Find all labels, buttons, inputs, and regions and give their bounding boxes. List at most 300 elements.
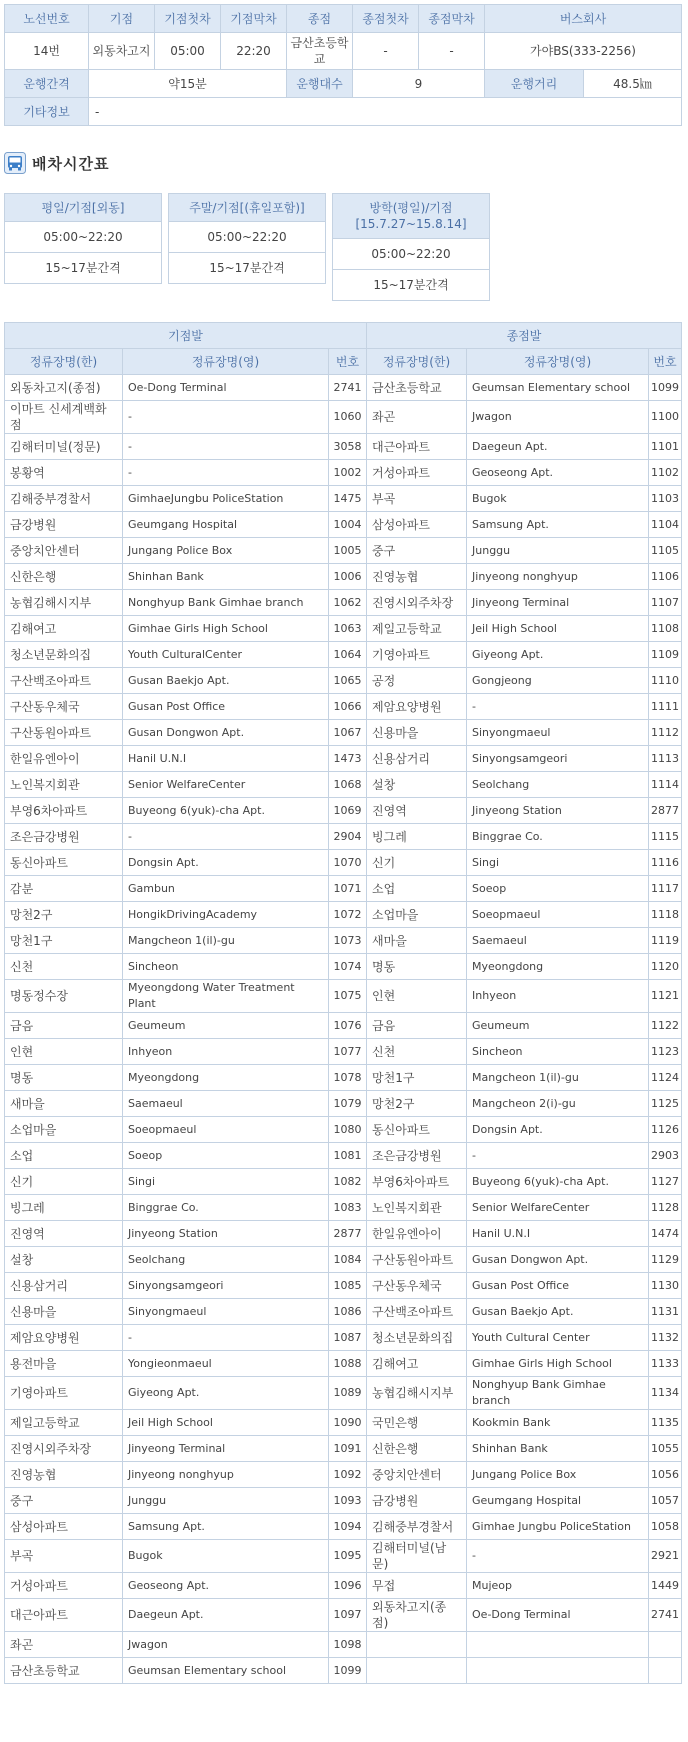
stop-number: 1057 (649, 1488, 682, 1514)
stop-name-english: Soeopmaeul (467, 902, 649, 928)
stop-number: 1104 (649, 512, 682, 538)
etc-label: 기타정보 (5, 98, 89, 126)
stop-name-english: - (123, 401, 329, 434)
stop-number: 1066 (329, 694, 367, 720)
stop-name-english: Bugok (467, 486, 649, 512)
stop-name-korean: 망천2구 (5, 902, 123, 928)
stop-number: 1097 (329, 1599, 367, 1632)
stop-name-korean: 외동차고지(종점) (5, 375, 123, 401)
stop-name-korean: 설창 (367, 772, 467, 798)
stop-row (5, 694, 682, 720)
stop-name-korean: 신용삼거리 (5, 1273, 123, 1299)
stop-number: 1116 (649, 850, 682, 876)
stop-number: 1099 (649, 375, 682, 401)
stop-name-korean: 소업 (367, 876, 467, 902)
stop-name-english: Senior WelfareCenter (123, 772, 329, 798)
route-number: 14번 (5, 33, 89, 70)
stop-name-korean: 김해터미널(남문) (367, 1540, 467, 1573)
stop-name-korean: 대근아파트 (367, 434, 467, 460)
stop-name-english: Nonghyup Bank Gimhae branch (467, 1377, 649, 1410)
distance-cell (485, 70, 682, 98)
stop-name-korean: 이마트 신세계백화점 (5, 401, 123, 434)
stop-name-english: Sinyongmaeul (467, 720, 649, 746)
stop-name-english: Senior WelfareCenter (467, 1195, 649, 1221)
stop-row (5, 1488, 682, 1514)
stop-number: 2877 (649, 798, 682, 824)
stops-table (4, 322, 682, 1684)
stop-name-korean: 감분 (5, 876, 123, 902)
stop-name-korean: 노인복지회관 (5, 772, 123, 798)
stop-name-english: Giyeong Apt. (467, 642, 649, 668)
info-header-cell: 종점막차 (419, 5, 485, 33)
stop-number: 1109 (649, 642, 682, 668)
stop-name-korean: 중구 (367, 538, 467, 564)
stop-name-korean: 금산초등학교 (5, 1658, 123, 1684)
stop-name-korean: 명동정수장 (5, 980, 123, 1013)
stop-name-korean: 구산동우체국 (367, 1273, 467, 1299)
stop-number: 1110 (649, 668, 682, 694)
stop-name-english: Jungang Police Box (467, 1462, 649, 1488)
stop-name-english: Jinyeong nonghyup (123, 1462, 329, 1488)
stop-name-english: Inhyeon (123, 1039, 329, 1065)
stop-name-english: Jeil High School (467, 616, 649, 642)
stop-row (5, 1540, 682, 1573)
stop-row (5, 1065, 682, 1091)
stop-number (649, 1632, 682, 1658)
stop-name-korean: 진영역 (5, 1221, 123, 1247)
stop-name-english: Gambun (123, 876, 329, 902)
stop-number: 1101 (649, 434, 682, 460)
stop-name-korean: 중구 (5, 1488, 123, 1514)
info-operation-row (5, 70, 682, 98)
stop-number: 1072 (329, 902, 367, 928)
stop-name-korean: 국민은행 (367, 1410, 467, 1436)
schedule-title: 배차시간표 (32, 154, 110, 173)
count-value: 9 (353, 70, 485, 98)
stop-name-english: Myeongdong (467, 954, 649, 980)
stop-number: 1060 (329, 401, 367, 434)
stop-name-english: - (123, 824, 329, 850)
stop-row (5, 590, 682, 616)
stop-name-english: GimhaeJungbu PoliceStation (123, 486, 329, 512)
stop-number: 1062 (329, 590, 367, 616)
origin-departure-header: 기점발 (5, 323, 367, 349)
stop-number: 1108 (649, 616, 682, 642)
stop-number: 1076 (329, 1013, 367, 1039)
stop-number: 1080 (329, 1117, 367, 1143)
stop-row (5, 642, 682, 668)
stop-name-english: Soeop (123, 1143, 329, 1169)
stop-name-korean: 삼성아파트 (367, 512, 467, 538)
stop-number: 1079 (329, 1091, 367, 1117)
stop-number: 1135 (649, 1410, 682, 1436)
stop-number: 1449 (649, 1573, 682, 1599)
stops-direction-row (5, 323, 682, 349)
stop-name-english: Sinyongsamgeori (467, 746, 649, 772)
stop-name-korean: 봉황역 (5, 460, 123, 486)
stop-name-korean: 진영농협 (367, 564, 467, 590)
stop-number: 1133 (649, 1351, 682, 1377)
stop-name-korean: 구산동원아파트 (367, 1247, 467, 1273)
stop-number: 1074 (329, 954, 367, 980)
stop-name-english: Bugok (123, 1540, 329, 1573)
stop-name-english: Dongsin Apt. (467, 1117, 649, 1143)
stop-row (5, 876, 682, 902)
stop-name-english: Youth Cultural Center (467, 1325, 649, 1351)
stop-name-english: Geumsan Elementary school (123, 1658, 329, 1684)
stop-name-english: Gusan Dongwon Apt. (467, 1247, 649, 1273)
stop-row (5, 1658, 682, 1684)
stop-name-english: Soeop (467, 876, 649, 902)
stop-name-english: - (123, 434, 329, 460)
stop-name-korean: 망천1구 (367, 1065, 467, 1091)
stop-name-korean: 제일고등학교 (367, 616, 467, 642)
stop-name-korean: 조은금강병원 (5, 824, 123, 850)
stop-number: 1070 (329, 850, 367, 876)
stop-name-english: Saemaeul (467, 928, 649, 954)
stop-name-korean (367, 1632, 467, 1658)
stop-name-english: Gimhae Girls High School (467, 1351, 649, 1377)
stop-row (5, 538, 682, 564)
schedule-box-title: 방학(평일)/기점 [15.7.27~15.8.14] (333, 194, 490, 239)
stop-name-english: Jinyeong Station (123, 1221, 329, 1247)
stop-number: 1077 (329, 1039, 367, 1065)
stop-number: 1112 (649, 720, 682, 746)
stop-number: 1129 (649, 1247, 682, 1273)
terminal-stop: 금산초등학교 (287, 33, 353, 70)
stop-number: 2741 (649, 1599, 682, 1632)
stop-name-english: Sinyongsamgeori (123, 1273, 329, 1299)
stop-name-korean: 대근아파트 (5, 1599, 123, 1632)
stop-number: 1067 (329, 720, 367, 746)
stop-name-english: Giyeong Apt. (123, 1377, 329, 1410)
stop-name-korean: 명동 (5, 1065, 123, 1091)
interval-value: 약15분 (89, 70, 287, 98)
stop-row (5, 850, 682, 876)
stop-name-english: Junggu (123, 1488, 329, 1514)
stop-name-english: Geoseong Apt. (123, 1573, 329, 1599)
info-etc-row (5, 98, 682, 126)
stop-name-korean: 거성아파트 (367, 460, 467, 486)
stop-name-korean: 좌곤 (5, 1632, 123, 1658)
stop-name-english: Saemaeul (123, 1091, 329, 1117)
stop-name-korean: 인현 (367, 980, 467, 1013)
stop-name-english: Singi (123, 1169, 329, 1195)
stop-name-english: Dongsin Apt. (123, 850, 329, 876)
stop-number: 1122 (649, 1013, 682, 1039)
stop-name-english: Shinhan Bank (123, 564, 329, 590)
schedule-box-vacation (332, 193, 490, 301)
stop-row (5, 1573, 682, 1599)
stop-name-korean: 청소년문화의집 (5, 642, 123, 668)
stop-name-english: Gimhae Girls High School (123, 616, 329, 642)
stop-name-korean: 부곡 (5, 1540, 123, 1573)
stop-row (5, 512, 682, 538)
stop-number: 1075 (329, 980, 367, 1013)
stop-name-korean: 구산백조아파트 (367, 1299, 467, 1325)
stop-name-korean: 신용삼거리 (367, 746, 467, 772)
stop-name-english: Geumsan Elementary school (467, 375, 649, 401)
stop-name-english: HongikDrivingAcademy (123, 902, 329, 928)
stop-name-korean: 한일유엔아이 (367, 1221, 467, 1247)
stop-number: 1063 (329, 616, 367, 642)
stop-number: 2741 (329, 375, 367, 401)
stop-number: 1098 (329, 1632, 367, 1658)
stop-name-korean: 조은금강병원 (367, 1143, 467, 1169)
stop-name-english: Mangcheon 1(il)-gu (467, 1065, 649, 1091)
column-header-english: 정류장명(영) (467, 349, 649, 375)
stop-name-korean: 거성아파트 (5, 1573, 123, 1599)
stop-name-korean: 신용마을 (5, 1299, 123, 1325)
stop-number: 1092 (329, 1462, 367, 1488)
stop-name-korean: 중앙치안센터 (5, 538, 123, 564)
stop-name-english (467, 1632, 649, 1658)
stop-number: 1474 (649, 1221, 682, 1247)
stop-name-english: Buyeong 6(yuk)-cha Apt. (123, 798, 329, 824)
stops-column-row (5, 349, 682, 375)
terminal-departure-header: 종점발 (367, 323, 682, 349)
stop-number: 1071 (329, 876, 367, 902)
stop-name-english: - (123, 460, 329, 486)
stop-number: 1081 (329, 1143, 367, 1169)
stop-name-korean: 신한은행 (367, 1436, 467, 1462)
stop-name-english: Jeil High School (123, 1410, 329, 1436)
stop-row (5, 1599, 682, 1632)
stop-name-english: Inhyeon (467, 980, 649, 1013)
stop-name-korean: 농협김해시지부 (5, 590, 123, 616)
stop-number: 2877 (329, 1221, 367, 1247)
stop-row (5, 902, 682, 928)
stop-name-english: Gusan Post Office (123, 694, 329, 720)
stop-name-english: Gongjeong (467, 668, 649, 694)
stop-row (5, 980, 682, 1013)
stop-name-korean: 농협김해시지부 (367, 1377, 467, 1410)
stop-row (5, 1143, 682, 1169)
stop-row (5, 375, 682, 401)
stop-number: 1006 (329, 564, 367, 590)
stop-row (5, 720, 682, 746)
stop-number: 1084 (329, 1247, 367, 1273)
stop-number: 3058 (329, 434, 367, 460)
origin-stop: 외동차고지 (89, 33, 155, 70)
schedule-box-interval: 15~17분간격 (169, 253, 326, 284)
stop-row (5, 772, 682, 798)
stop-row (5, 1377, 682, 1410)
schedule-box-interval: 15~17분간격 (5, 253, 162, 284)
stop-row (5, 1013, 682, 1039)
stop-number: 1106 (649, 564, 682, 590)
stop-row (5, 1299, 682, 1325)
column-header-english: 정류장명(영) (123, 349, 329, 375)
stop-name-korean: 진영시외주차장 (5, 1436, 123, 1462)
schedule-box-weekday (4, 193, 162, 284)
stop-name-korean: 소업마을 (5, 1117, 123, 1143)
stop-row (5, 1351, 682, 1377)
stop-number (649, 1658, 682, 1684)
stop-row (5, 824, 682, 850)
stop-name-korean: 신천 (367, 1039, 467, 1065)
stop-row (5, 1117, 682, 1143)
info-header-cell: 종점 (287, 5, 353, 33)
stop-name-korean: 금음 (367, 1013, 467, 1039)
info-header-row (5, 5, 682, 33)
stop-row (5, 1325, 682, 1351)
stop-row (5, 401, 682, 434)
stop-number: 1126 (649, 1117, 682, 1143)
stop-name-korean: 소업 (5, 1143, 123, 1169)
bus-company: 가야BS(333-2256) (485, 33, 682, 70)
stop-name-english: Binggrae Co. (123, 1195, 329, 1221)
stop-name-korean: 신용마을 (367, 720, 467, 746)
stop-number: 1475 (329, 486, 367, 512)
stop-number: 1087 (329, 1325, 367, 1351)
stop-name-english: Sincheon (467, 1039, 649, 1065)
stop-name-english: Jwagon (123, 1632, 329, 1658)
info-header-cell: 기점 (89, 5, 155, 33)
stop-name-korean: 김해여고 (367, 1351, 467, 1377)
stop-name-korean: 기영아파트 (367, 642, 467, 668)
stop-number: 1131 (649, 1299, 682, 1325)
stop-name-english: Geumeum (467, 1013, 649, 1039)
stop-name-english: Geumgang Hospital (467, 1488, 649, 1514)
stop-name-english: Buyeong 6(yuk)-cha Apt. (467, 1169, 649, 1195)
stop-number: 1119 (649, 928, 682, 954)
stop-row (5, 798, 682, 824)
stop-name-english: Gusan Dongwon Apt. (123, 720, 329, 746)
stop-name-korean: 삼성아파트 (5, 1514, 123, 1540)
info-header-cell: 종점첫차 (353, 5, 419, 33)
stop-number: 1099 (329, 1658, 367, 1684)
stop-name-korean: 동신아파트 (5, 850, 123, 876)
stop-name-korean: 부영6차아파트 (367, 1169, 467, 1195)
stop-name-english: Shinhan Bank (467, 1436, 649, 1462)
stop-name-english: Daegeun Apt. (467, 434, 649, 460)
stop-number: 1058 (649, 1514, 682, 1540)
column-header-number: 번호 (649, 349, 682, 375)
stop-number: 2904 (329, 824, 367, 850)
stop-row (5, 668, 682, 694)
stop-name-english: Myeongdong (123, 1065, 329, 1091)
stop-name-english: Sinyongmaeul (123, 1299, 329, 1325)
stop-name-english: Jinyeong Station (467, 798, 649, 824)
info-value-row (5, 33, 682, 70)
stop-number: 1088 (329, 1351, 367, 1377)
stop-number: 1115 (649, 824, 682, 850)
stop-number: 1055 (649, 1436, 682, 1462)
stop-name-english: Geumgang Hospital (123, 512, 329, 538)
schedule-box-title: 평일/기점[외동] (5, 194, 162, 222)
stop-name-english: Jinyeong Terminal (123, 1436, 329, 1462)
stop-name-korean: 빙그레 (5, 1195, 123, 1221)
stop-name-korean: 새마을 (5, 1091, 123, 1117)
stop-row (5, 460, 682, 486)
stop-name-korean: 신천 (5, 954, 123, 980)
stop-number: 1065 (329, 668, 367, 694)
stop-row (5, 1195, 682, 1221)
count-label: 운행대수 (287, 70, 353, 98)
stop-name-english: Jinyeong nonghyup (467, 564, 649, 590)
stop-number: 1094 (329, 1514, 367, 1540)
stop-name-korean: 설창 (5, 1247, 123, 1273)
stop-row (5, 616, 682, 642)
stop-name-korean: 제암요양병원 (5, 1325, 123, 1351)
stop-name-korean: 제일고등학교 (5, 1410, 123, 1436)
stop-row (5, 1514, 682, 1540)
stop-row (5, 1462, 682, 1488)
stop-row (5, 746, 682, 772)
stop-name-english: Seolchang (123, 1247, 329, 1273)
schedule-box-interval: 15~17분간격 (333, 270, 490, 301)
route-info-table (4, 4, 682, 126)
stop-name-english: Mujeop (467, 1573, 649, 1599)
schedule-box-time: 05:00~22:20 (333, 239, 490, 270)
stop-name-english: Binggrae Co. (467, 824, 649, 850)
stop-row (5, 1169, 682, 1195)
stop-name-korean: 외동차고지(종점) (367, 1599, 467, 1632)
stop-name-korean: 새마을 (367, 928, 467, 954)
stops-body (5, 375, 682, 1684)
stop-name-english: Gusan Baekjo Apt. (467, 1299, 649, 1325)
stop-number: 1096 (329, 1573, 367, 1599)
stop-name-korean: 김해터미널(정문) (5, 434, 123, 460)
stop-name-korean: 신기 (5, 1169, 123, 1195)
stop-number: 1113 (649, 746, 682, 772)
stop-name-english: Junggu (467, 538, 649, 564)
stop-name-english: Soeopmaeul (123, 1117, 329, 1143)
stop-name-english: Kookmin Bank (467, 1410, 649, 1436)
stop-name-korean: 망천1구 (5, 928, 123, 954)
stop-name-english: Hanil U.N.I (467, 1221, 649, 1247)
bus-icon (4, 152, 26, 174)
stop-name-korean: 공정 (367, 668, 467, 694)
stop-name-korean: 금음 (5, 1013, 123, 1039)
stop-name-english: Sincheon (123, 954, 329, 980)
stop-number: 1090 (329, 1410, 367, 1436)
stop-number: 1118 (649, 902, 682, 928)
stop-name-korean: 망천2구 (367, 1091, 467, 1117)
terminal-first-bus: - (353, 33, 419, 70)
stop-row (5, 1410, 682, 1436)
stop-number: 1127 (649, 1169, 682, 1195)
stop-name-korean: 구산백조아파트 (5, 668, 123, 694)
stop-name-korean: 좌곤 (367, 401, 467, 434)
schedule-box-title: 주말/기점[(휴일포함)] (169, 194, 326, 222)
stop-number: 1117 (649, 876, 682, 902)
stop-number: 1121 (649, 980, 682, 1013)
stop-row (5, 1247, 682, 1273)
stop-name-korean: 금강병원 (367, 1488, 467, 1514)
stop-name-english: Jungang Police Box (123, 538, 329, 564)
stop-name-english: Oe-Dong Terminal (123, 375, 329, 401)
stop-name-korean: 인현 (5, 1039, 123, 1065)
schedule-box-weekend (168, 193, 326, 284)
stop-name-english: Youth CulturalCenter (123, 642, 329, 668)
stop-number: 1004 (329, 512, 367, 538)
stop-number: 1111 (649, 694, 682, 720)
stop-number: 1085 (329, 1273, 367, 1299)
stop-row (5, 928, 682, 954)
stop-number: 1083 (329, 1195, 367, 1221)
stop-name-korean: 무접 (367, 1573, 467, 1599)
column-header-korean: 정류장명(한) (5, 349, 123, 375)
stop-name-korean: 진영역 (367, 798, 467, 824)
interval-label: 운행간격 (5, 70, 89, 98)
stop-name-english: - (467, 1540, 649, 1573)
stop-name-english: Gusan Baekjo Apt. (123, 668, 329, 694)
stop-number: 2921 (649, 1540, 682, 1573)
distance-label: 운행거리 (485, 70, 584, 97)
stop-row (5, 954, 682, 980)
